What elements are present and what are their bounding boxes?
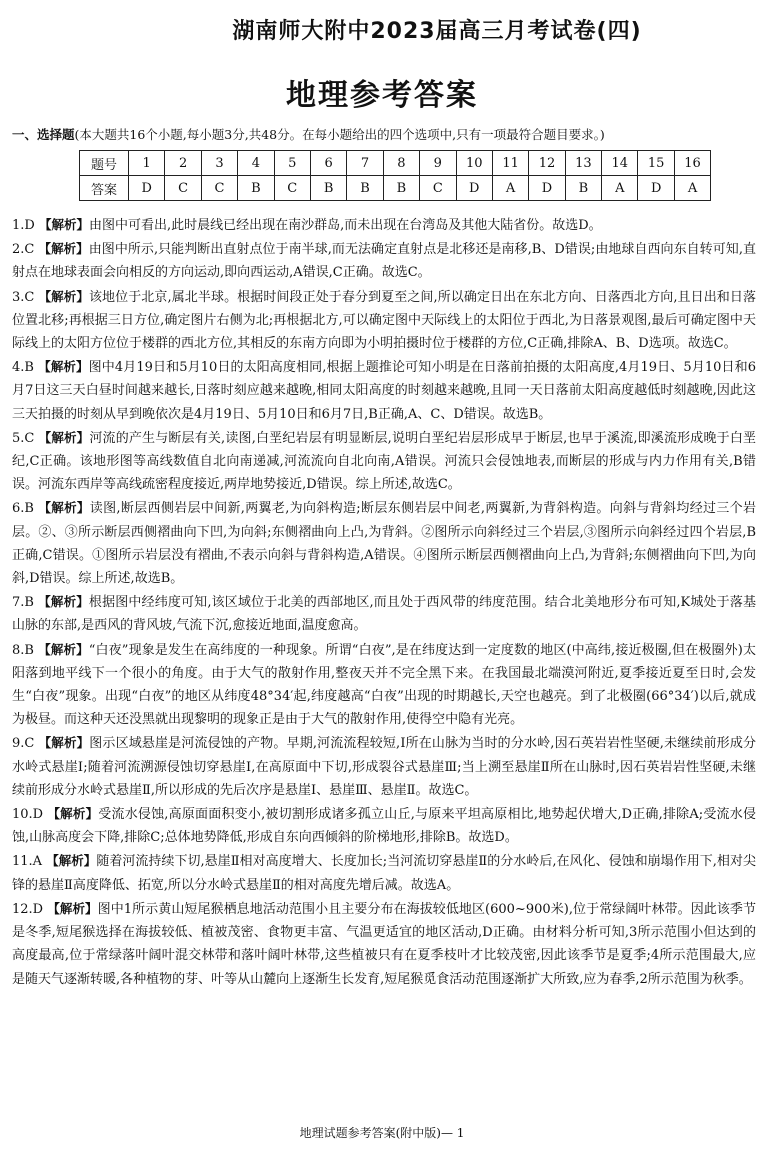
answer-cell: C	[201, 176, 237, 201]
analysis-tag: 【解析】	[47, 900, 98, 916]
analysis-tag: 【解析】	[38, 217, 89, 232]
analysis-tag: 【解析】	[38, 359, 89, 375]
question-number: 7	[347, 151, 383, 176]
answer-cell: C	[420, 176, 456, 201]
item-text: 受流水侵蚀,高原面面积变小,被切割形成诸多孤立山丘,与原来平坦高原相比,地势起伏增大,D正确,排除A;受流水侵蚀,山脉高度会下降,排除C;总体地势降低,形成自东向西倾斜的阶梯地形,排除B。故选D。	[12, 807, 756, 846]
answer-cell: D	[456, 176, 492, 201]
item-number: 8.B	[12, 642, 34, 658]
item-text: 该地位于北京,属北半球。根据时间段正处于春分到夏至之间,所以确定日出在东北方向、日落西北方向,且日出和日落位置北移;再根据三日方位,确定图片右侧为北;再根据北方,可以确定图中天际线上的太阳位于西北,为日落景观图,最后可确定图中天际线上的太阳方位位于楼群的西北方位,其相反的东南方向即为小明拍摄时位于楼群的方位,C正确,排除A、B、D选项。故选C。	[12, 289, 756, 352]
question-number: 14	[602, 151, 638, 176]
question-number: 5	[274, 151, 310, 176]
question-number: 12	[529, 151, 565, 176]
question-number: 3	[201, 151, 237, 176]
row-label-number: 题号	[80, 151, 129, 176]
question-number: 10	[456, 151, 492, 176]
item-text: 读图,断层西侧岩层中间新,两翼老,为向斜构造;断层东侧岩层中间老,两翼新,为背斜构造。向斜与背斜均经过三个岩层。②、③所示断层西侧褶曲向下凹,为向斜;东侧褶曲向上凸,为背斜。②图所示向斜经过三个岩层,③图所示向斜经过四个岩层,B正确,C错误。①图所示岩层没有褶曲,不表示向斜与背斜构造,A错误。④图所示断层西侧褶曲向上凸,为背斜;东侧褶曲向下凹,为向斜,D错误。综上所述,故选B。	[12, 501, 756, 587]
item-text: 由图中所示,只能判断出直射点位于南半球,而无法确定直射点是北移还是南移,B、D错误;由地球自西向东自转可知,直射点在地球表面会向相反的方向运动,即向西运动,A错误,C正确。故选C。	[12, 242, 756, 281]
analysis-tag: 【解析】	[38, 500, 90, 516]
explanation-list	[12, 213, 756, 991]
question-number: 2	[165, 151, 201, 176]
explanation-item	[12, 897, 756, 991]
explanation-item	[12, 590, 756, 637]
exam-title: 湖南师大附中2023届高三月考试卷(四)	[232, 19, 642, 44]
question-number: 9	[420, 151, 456, 176]
answer-cell: C	[165, 176, 201, 201]
item-text: 图中1所示黄山短尾猴栖息地活动范围小且主要分布在海拔较低地区(600~900米),位于常绿阔叶林带。因此该季节是冬季,短尾猴选择在海拔较低、植被茂密、食物更丰富、气温更适宜的地区活动,D正确。由材料分析可知,3所示范围小但达到的高度最高,位于常绿落叶阔叶混交林带和落叶阔叶林带,这些植被只有在夏季枝叶才比较茂密,因此该季节是夏季;4所示范围最大,应是随天气逐渐转暖,各种植物的芽、叶等从山麓向上逐渐生长发育,短尾猴觅食活动范围逐渐扩大所致,应为春季,2所示范围为秋季。	[12, 901, 756, 987]
analysis-tag: 【解析】	[38, 241, 89, 257]
answer-cell: B	[310, 176, 346, 201]
answer-cell: D	[129, 176, 165, 201]
explanation-item	[12, 638, 756, 732]
item-text: 随着河流持续下切,悬崖Ⅱ相对高度增大、长度加长;当河流切穿悬崖Ⅱ的分水岭后,在风化、侵蚀和崩塌作用下,相对尖锋的悬崖Ⅱ高度降低、拓宽,所以分水岭式悬崖Ⅱ的相对高度先增后减。故选A。	[12, 854, 756, 893]
question-number: 15	[638, 151, 674, 176]
question-number: 13	[565, 151, 601, 176]
explanation-item	[12, 237, 756, 284]
analysis-tag: 【解析】	[38, 429, 90, 445]
answer-cell: A	[674, 176, 710, 201]
explanation-item	[12, 496, 756, 590]
page-footer: 地理试题参考答案(附中版)— 1	[299, 1126, 465, 1140]
explanation-item	[12, 802, 756, 849]
question-number: 11	[492, 151, 528, 176]
answer-table-answer-row	[80, 176, 711, 201]
item-number: 4.B	[12, 360, 34, 376]
explanation-item	[12, 849, 756, 896]
answer-cell: B	[565, 176, 601, 201]
question-number: 8	[383, 151, 419, 176]
answer-cell: A	[602, 176, 638, 201]
item-text: 图示区域悬崖是河流侵蚀的产物。早期,河流流程较短,Ⅰ所在山脉为当时的分水岭,因石英岩岩性坚硬,未继续前形成分水岭式悬崖Ⅰ;随着河流溯源侵蚀切穿悬崖Ⅰ,在高原面中下切,形成裂谷式悬崖Ⅲ;当上溯至悬崖Ⅱ所在山脉时,因石英岩岩性坚硬,未继续前形成分水岭式悬崖Ⅱ,所以形成的先后次序是悬崖Ⅰ、悬崖Ⅲ、悬崖Ⅱ。故选C。	[12, 736, 756, 798]
item-text: 河流的产生与断层有关,读图,白垩纪岩层有明显断层,说明白垩纪岩层形成早于断层,也早于溪流,即溪流形成晚于白垩纪,C正确。该地形图等高线数值自北向南递减,河流流向自北向南,A错误。河流只会侵蚀地表,而断层的形成与内力作用有关,B错误。河流东西岸等高线疏密程度接近,两岸地势接近,D错误。综上所述,故选C。	[12, 430, 756, 493]
item-number: 3.C	[12, 289, 35, 305]
analysis-tag: 【解析】	[46, 853, 97, 869]
explanation-item	[12, 731, 756, 802]
answer-cell: D	[529, 176, 565, 201]
item-number: 2.C	[12, 242, 35, 258]
explanation-item	[12, 355, 756, 426]
answer-cell: B	[383, 176, 419, 201]
item-number: 7.B	[12, 595, 34, 611]
answer-cell: B	[238, 176, 274, 201]
explanation-item	[12, 213, 756, 237]
analysis-tag: 【解析】	[47, 806, 99, 822]
explanation-item	[12, 426, 756, 497]
answer-table	[79, 150, 711, 201]
section-label: 一、选择题	[12, 127, 75, 142]
section-note: (本大题共16个小题,每小题3分,共48分。在每小题给出的四个选项中,只有一项最符合题目要求。)	[74, 127, 605, 142]
item-number: 12.D	[12, 901, 44, 917]
answer-cell: A	[492, 176, 528, 201]
item-number: 10.D	[12, 807, 44, 823]
answer-cell: C	[274, 176, 310, 201]
question-number: 1	[129, 151, 165, 176]
analysis-tag: 【解析】	[38, 594, 89, 610]
item-text: 图中4月19日和5月10日的太阳高度相同,根据上题推论可知小明是在日落前拍摄的太阳高度,4月19日、5月10日和6月7日这三天白昼时间越来越长,日落时刻应越来越晚,相同太阳高度的时刻越来越晚,且同一天日落前太阳高度越低时刻越晚,因此这三天拍摄的时刻从早到晚依次是4月19日、5月10日和6月7日,B正确,A、C、D错误。故选B。	[12, 360, 756, 422]
item-number: 5.C	[12, 430, 35, 446]
answer-cell: B	[347, 176, 383, 201]
answer-table-number-row	[80, 151, 711, 176]
item-number: 11.A	[12, 854, 43, 870]
analysis-tag: 【解析】	[38, 735, 90, 751]
analysis-tag: 【解析】	[38, 288, 89, 304]
item-text: 由图中可看出,此时晨线已经出现在南沙群岛,而未出现在台湾岛及其他大陆省份。故选D。	[88, 218, 602, 233]
item-text: 根据图中经纬度可知,该区域位于北美的西部地区,而且处于西风带的纬度范围。结合北美地形分布可知,K城处于落基山脉的东部,是西风的背风坡,气流下沉,愈接近地面,温度愈高。	[12, 595, 756, 634]
document-title: 地理参考答案	[286, 78, 478, 113]
item-number: 9.C	[12, 736, 35, 752]
question-number: 4	[238, 151, 274, 176]
item-number: 1.D	[12, 218, 35, 233]
row-label-answer: 答案	[80, 176, 129, 201]
item-text: “白夜”现象是发生在高纬度的一种现象。所谓“白夜”,是在纬度达到一定度数的地区(中高纬,接近极圈,但在极圈外)太阳落到地平线下一个很小的角度。由于大气的散射作用,整夜天并不完全黑下来。在我国最北端漠河附近,夏季接近夏至日时,会发生“白夜”现象。出现“白夜”的地区从纬度48°34′起,纬度越高“白夜”出现的时期越长,天空也越亮。到了北极圈(66°34′)以后,就成为极昼。而这种天还没黑就出现黎明的现象正是由于大气的散射作用,使得空中隐有光亮。	[12, 642, 756, 728]
explanation-item	[12, 285, 756, 356]
question-number: 6	[310, 151, 346, 176]
answer-cell: D	[638, 176, 674, 201]
item-number: 6.B	[12, 501, 34, 517]
analysis-tag: 【解析】	[38, 641, 89, 657]
question-number: 16	[674, 151, 710, 176]
section-heading	[12, 127, 757, 143]
